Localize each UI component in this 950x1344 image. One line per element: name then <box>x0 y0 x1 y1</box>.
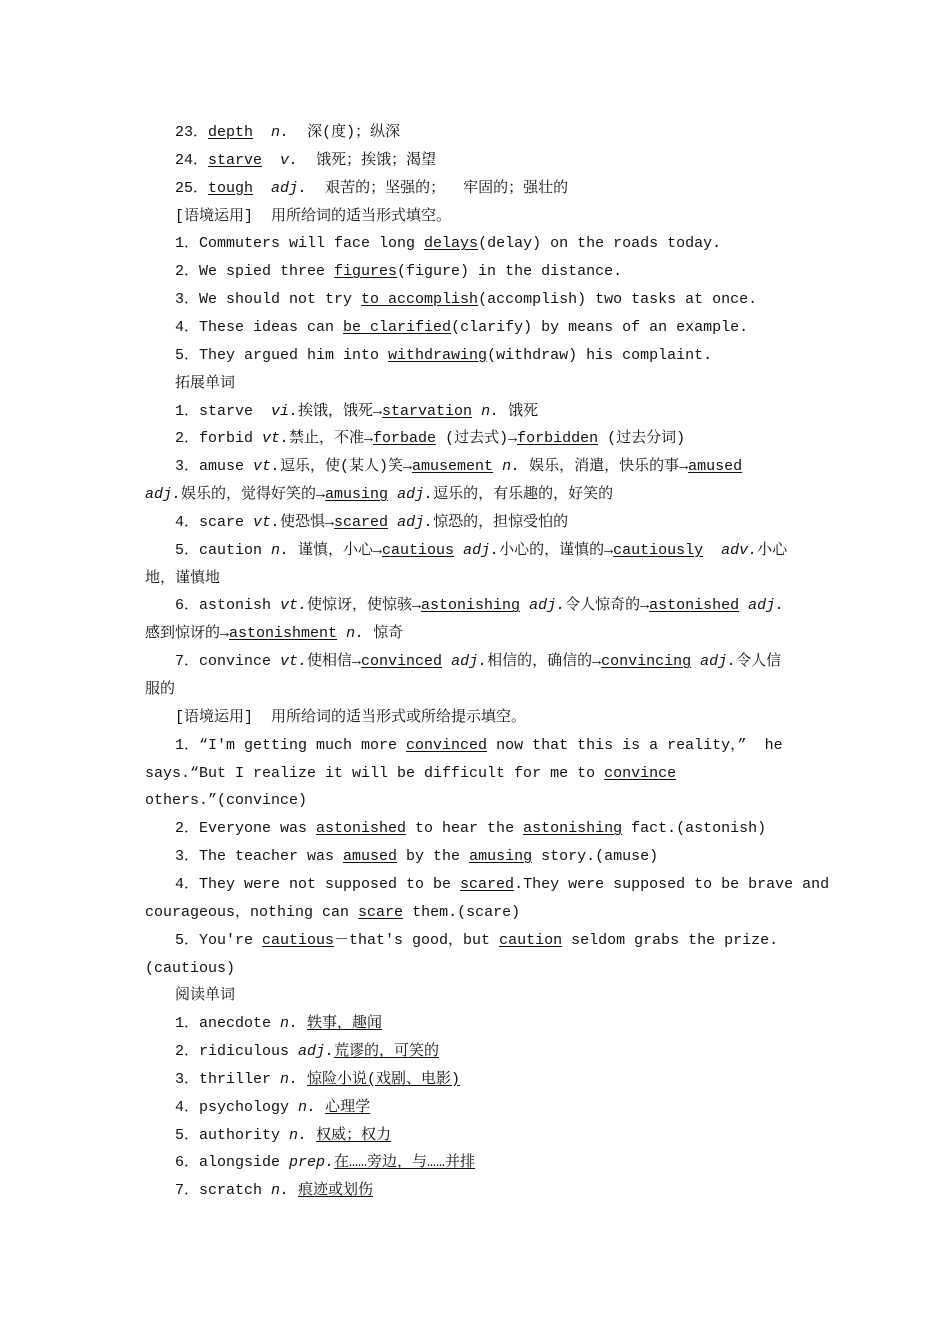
text-line <box>175 179 568 199</box>
answer-text: be clarified <box>343 318 452 336</box>
text-segment <box>298 1015 307 1032</box>
text-line <box>175 1098 370 1118</box>
text-line <box>175 513 568 533</box>
part-of-speech: n. <box>289 1126 308 1144</box>
text-segment <box>262 152 280 169</box>
text-segment: 逗乐的，有乐趣的，好笑的 <box>433 486 614 504</box>
text-segment: courageous，nothing can <box>145 903 359 921</box>
text-segment <box>316 1099 325 1116</box>
text-segment <box>388 486 397 503</box>
text-segment <box>307 1127 316 1144</box>
text-segment: 地，谨慎地 <box>145 569 221 587</box>
text-segment: 2．We spied three <box>175 263 335 281</box>
text-line <box>175 1181 373 1201</box>
answer-text: cautious <box>262 931 335 949</box>
text-segment: －that's good，but <box>334 931 500 949</box>
answer-text: scared <box>460 875 515 893</box>
text-segment: 挨饿，饿死→ <box>298 402 383 420</box>
text-segment: 3．The teacher was <box>175 848 344 866</box>
answer-text: convincing <box>601 653 692 671</box>
text-segment: 阅读单词 <box>175 987 236 1005</box>
text-segment: by the <box>397 848 470 866</box>
part-of-speech: n. <box>271 1182 290 1200</box>
text-segment: 服的 <box>145 681 176 698</box>
text-line <box>175 1014 382 1034</box>
answer-text: 心理学 <box>325 1098 371 1116</box>
answer-text: withdrawing <box>388 346 488 364</box>
text-segment: 娱乐，消遣，快乐的事→ <box>520 458 689 476</box>
text-segment: others.”(convince) <box>145 792 308 810</box>
answer-text: scare <box>358 903 404 921</box>
part-of-speech: vt. <box>280 597 308 615</box>
answer-text: cautiously <box>613 541 704 559</box>
text-segment: (过去式)→ <box>436 430 518 448</box>
part-of-speech: adj. <box>700 653 737 671</box>
text-line <box>175 374 235 394</box>
text-line <box>145 624 403 644</box>
text-line <box>175 151 436 171</box>
text-line <box>175 931 778 951</box>
answer-text: cautious <box>382 541 455 559</box>
text-segment: 使惊讶，使惊骇→ <box>307 597 422 615</box>
part-of-speech: n. <box>280 1015 299 1033</box>
text-segment: 5．You're <box>175 931 263 949</box>
text-segment: 禁止，不准→ <box>289 430 374 448</box>
part-of-speech: adj. <box>271 179 308 197</box>
text-segment: 4．scare <box>175 513 254 531</box>
part-of-speech: adj. <box>397 513 434 531</box>
text-line <box>175 819 766 839</box>
answer-text: starve <box>208 151 263 169</box>
answer-text: delays <box>424 235 479 253</box>
text-segment <box>739 597 748 614</box>
text-line <box>175 708 526 728</box>
text-line <box>145 764 676 784</box>
text-segment: (withdraw) his complaint. <box>487 346 713 364</box>
text-segment <box>520 597 529 614</box>
text-segment: 5．authority <box>175 1126 290 1144</box>
text-segment <box>442 653 451 670</box>
text-segment: 1．“I'm getting much more <box>175 736 407 754</box>
answer-text: amused <box>688 458 743 476</box>
text-segment: (delay) on the roads today. <box>478 235 722 253</box>
text-line <box>175 290 757 310</box>
text-segment <box>337 625 346 642</box>
text-segment: 4．psychology <box>175 1098 299 1116</box>
text-segment: 25． <box>175 179 209 197</box>
text-line <box>175 346 712 366</box>
part-of-speech: n. <box>346 625 365 643</box>
text-line <box>175 1153 475 1173</box>
answer-text: convince <box>604 764 677 782</box>
answer-text: depth <box>208 124 254 141</box>
part-of-speech: adj. <box>451 653 488 671</box>
answer-text: amusing <box>469 848 533 866</box>
text-segment: 2．forbid <box>175 430 263 448</box>
text-line <box>175 1126 391 1146</box>
part-of-speech: n. <box>271 541 290 559</box>
part-of-speech: vt. <box>280 653 308 671</box>
answer-text: figures <box>334 263 398 281</box>
text-line <box>175 429 685 449</box>
part-of-speech: adj. <box>397 486 434 504</box>
text-segment: 1．starve <box>175 402 272 420</box>
text-line <box>175 234 721 254</box>
text-segment: [语境运用] 用所给词的适当形式或所给提示填空。 <box>175 708 527 726</box>
text-segment <box>253 124 271 141</box>
part-of-speech: adj. <box>145 486 182 504</box>
text-line <box>175 736 783 756</box>
text-segment <box>253 180 271 197</box>
part-of-speech: vt. <box>262 430 290 448</box>
text-segment <box>454 542 463 559</box>
answer-text: tough <box>208 179 254 197</box>
text-segment: 6．alongside <box>175 1154 290 1172</box>
answer-text: scared <box>334 513 389 531</box>
text-segment: says.“But I realize it will be difficult for me to <box>145 764 605 782</box>
text-segment: 惊奇 <box>364 625 404 643</box>
text-line <box>175 875 829 895</box>
text-segment: (过去分词) <box>598 430 686 448</box>
answer-text: amused <box>343 848 398 866</box>
part-of-speech: n. <box>298 1098 317 1116</box>
part-of-speech: adj. <box>298 1043 335 1061</box>
answer-text: 轶事，趣闻 <box>307 1015 383 1033</box>
text-segment: 3．We should not try <box>175 291 362 309</box>
answer-text: 权威；权力 <box>316 1126 392 1144</box>
text-segment: 6．astonish <box>175 597 281 615</box>
text-segment: fact.(astonish) <box>622 820 767 838</box>
text-segment: 感到惊讶的→ <box>145 625 230 643</box>
text-line <box>145 680 175 700</box>
part-of-speech: adj. <box>748 597 785 615</box>
part-of-speech: n. <box>280 1070 299 1088</box>
text-segment: 2．Everyone was <box>175 820 317 838</box>
text-segment: 使相信→ <box>307 653 362 671</box>
text-segment: 5．They argued him into <box>175 346 389 364</box>
text-line <box>175 1042 439 1062</box>
text-segment: 小心 <box>757 541 788 559</box>
text-segment: 3．thriller <box>175 1070 281 1088</box>
part-of-speech: adj. <box>529 597 566 615</box>
text-line <box>175 123 400 143</box>
text-line <box>175 262 622 282</box>
part-of-speech: vt. <box>253 513 281 531</box>
text-segment: 4．They were not supposed to be <box>175 875 461 893</box>
answer-text: forbidden <box>517 430 599 448</box>
text-line <box>175 207 451 227</box>
text-segment <box>289 1182 298 1199</box>
text-segment: 令人信 <box>736 653 782 671</box>
text-segment: 23． <box>175 124 209 141</box>
text-segment: 谨慎，小心→ <box>289 541 383 559</box>
text-line <box>175 652 781 672</box>
text-segment: 深(度)；纵深 <box>289 124 401 141</box>
text-segment <box>472 403 481 420</box>
answer-text: 在……旁边，与……并排 <box>334 1154 476 1172</box>
text-segment: story.(amuse) <box>532 848 659 866</box>
text-segment: (cautious) <box>145 959 236 977</box>
text-line <box>175 986 235 1006</box>
text-segment: 1．anecdote <box>175 1015 281 1033</box>
text-segment: now that this is a reality，” he <box>487 736 783 754</box>
answer-text: astonishing <box>523 820 623 838</box>
answer-text: astonished <box>316 820 407 838</box>
answer-text: convinced <box>361 653 443 671</box>
text-segment: 2．ridiculous <box>175 1043 299 1061</box>
text-segment: seldom grabs the prize. <box>562 931 779 949</box>
answer-text: 痕迹或划伤 <box>298 1182 374 1200</box>
text-line <box>145 959 235 979</box>
answer-text: convinced <box>406 736 488 754</box>
text-segment <box>691 653 700 670</box>
text-segment <box>493 458 502 475</box>
text-segment: (figure) in the distance. <box>397 263 623 281</box>
part-of-speech: vt. <box>253 458 281 476</box>
text-line <box>145 485 613 505</box>
text-line <box>175 541 787 561</box>
text-segment: 24． <box>175 151 209 169</box>
text-segment: 使恐惧→ <box>280 513 335 531</box>
part-of-speech: adj. <box>463 541 500 559</box>
part-of-speech: prep. <box>289 1154 335 1172</box>
answer-text: 惊险小说(戏剧、电影) <box>307 1070 461 1088</box>
answer-text: astonishment <box>229 625 338 643</box>
text-segment: (accomplish) two tasks at once. <box>478 291 758 309</box>
part-of-speech: vi. <box>271 402 299 420</box>
text-segment <box>703 542 721 559</box>
text-segment: 令人惊奇的→ <box>565 597 650 615</box>
answer-text: astonishing <box>421 597 521 615</box>
text-segment: 娱乐的，觉得好笑的→ <box>181 486 326 504</box>
text-line <box>175 457 742 477</box>
text-line <box>145 903 520 923</box>
answer-text: caution <box>499 931 563 949</box>
text-segment: 惊恐的，担惊受怕的 <box>433 513 569 531</box>
text-line <box>175 596 784 616</box>
text-segment: 5．caution <box>175 541 272 559</box>
text-segment: 7．convince <box>175 653 281 671</box>
text-segment: 饿死；挨饿；渴望 <box>298 151 437 169</box>
answer-text: amusing <box>325 486 389 504</box>
text-segment: 相信的，确信的→ <box>487 653 602 671</box>
text-segment: [语境运用] 用所给词的适当形式填空。 <box>175 207 452 225</box>
answer-text: to accomplish <box>361 291 479 309</box>
text-segment: 7．scratch <box>175 1182 272 1200</box>
text-segment: 拓展单词 <box>175 374 236 392</box>
part-of-speech: n. <box>502 458 521 476</box>
text-segment: 3．amuse <box>175 458 254 476</box>
text-line <box>145 569 220 589</box>
answer-text: 荒谬的，可笑的 <box>334 1043 440 1061</box>
part-of-speech: v. <box>280 151 299 169</box>
text-segment: 小心的，谨慎的→ <box>499 541 614 559</box>
text-line <box>175 847 658 867</box>
text-line <box>175 402 538 422</box>
part-of-speech: adv. <box>721 541 758 559</box>
text-line <box>175 1070 460 1090</box>
text-segment: 4．These ideas can <box>175 318 344 336</box>
text-line <box>175 318 748 338</box>
answer-text: amusement <box>412 458 494 476</box>
text-segment: them.(scare) <box>403 903 521 921</box>
text-segment: 饿死 <box>499 402 539 420</box>
text-segment <box>298 1071 307 1088</box>
text-segment: (clarify) by means of an example. <box>451 318 749 336</box>
text-segment: to hear the <box>406 820 524 838</box>
answer-text: astonished <box>649 597 740 615</box>
part-of-speech: n. <box>271 124 290 141</box>
text-segment: .They were supposed to be brave and <box>514 875 830 893</box>
text-segment: 艰苦的；坚强的； 牢固的；强壮的 <box>307 179 569 197</box>
answer-text: forbade <box>373 430 437 448</box>
text-line <box>145 791 307 811</box>
text-segment <box>388 514 397 531</box>
text-segment: 逗乐，使(某人)笑→ <box>280 458 413 476</box>
part-of-speech: n. <box>481 402 500 420</box>
answer-text: starvation <box>382 402 473 420</box>
text-segment: 1．Commuters will face long <box>175 235 425 253</box>
